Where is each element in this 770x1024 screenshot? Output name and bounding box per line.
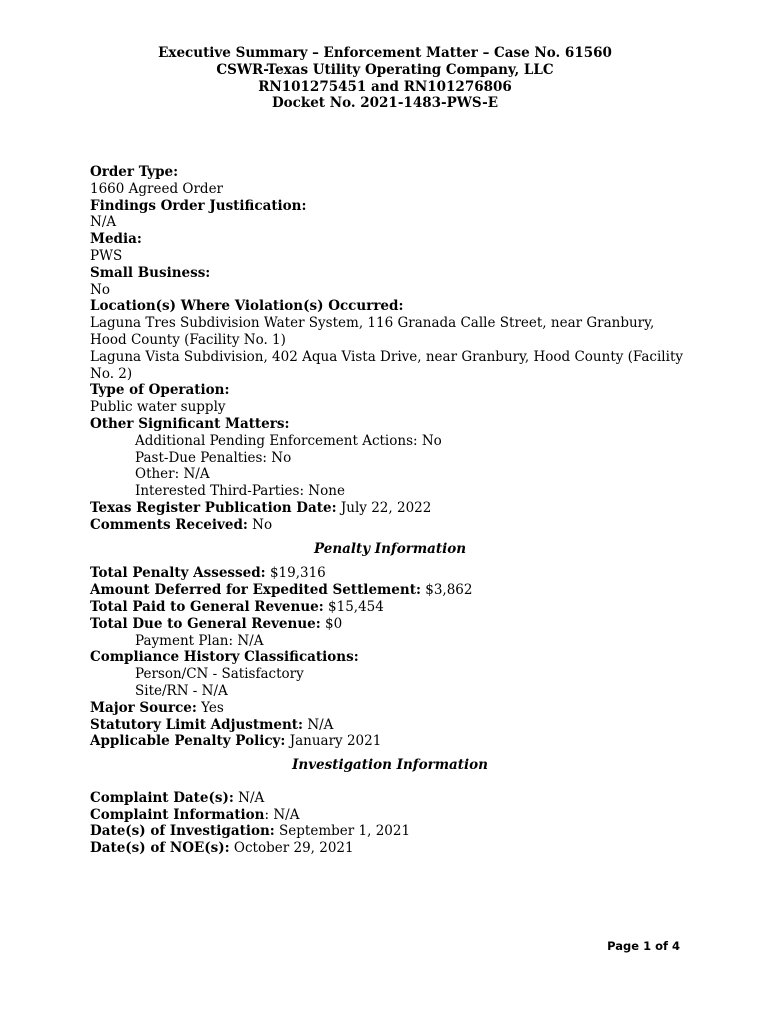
- findings-value: N/A: [90, 214, 117, 231]
- statutory-value: N/A: [307, 716, 334, 733]
- header-case-title: Executive Summary – Enforcement Matter – Case No. 61560: [158, 45, 612, 61]
- paid-label: Total Paid to General Revenue:: [90, 598, 324, 615]
- deferred-label: Amount Deferred for Expedited Settlement:: [90, 582, 421, 599]
- other-matter-item: Past-Due Penalties: No: [135, 449, 292, 466]
- paid-value: $15,454: [328, 598, 384, 615]
- other-matter-item: Interested Third-Parties: None: [135, 483, 345, 500]
- noe-date-row: [90, 840, 690, 857]
- investigation-date-label: Date(s) of Investigation:: [90, 823, 275, 840]
- penalty-section-heading: Penalty Information: [313, 540, 467, 557]
- investigation-section-heading: Investigation Information: [292, 757, 488, 774]
- complaint-dates-value: N/A: [238, 789, 265, 806]
- complaint-dates-label: Complaint Date(s):: [90, 789, 234, 806]
- order-type-value: 1660 Agreed Order: [90, 180, 224, 197]
- comments-value: No: [252, 516, 273, 533]
- small-business-value: No: [90, 281, 110, 298]
- location-facility-2: Laguna Vista Subdivision, 402 Aqua Vista Drive, near Granbury, Hood County (Facility No. 2): [90, 348, 683, 382]
- policy-row: [90, 733, 690, 750]
- due-value: $0: [325, 615, 343, 632]
- header-company: CSWR-Texas Utility Operating Company, LLC: [216, 61, 554, 78]
- complaint-info-label: Complaint Information: [90, 806, 265, 823]
- document-header: [0, 45, 770, 112]
- other-matters-label: Other Significant Matters:: [90, 415, 290, 432]
- compliance-label: Compliance History Classifications:: [90, 649, 359, 666]
- noe-date-label: Date(s) of NOE(s):: [90, 840, 230, 857]
- policy-label: Applicable Penalty Policy:: [90, 733, 286, 750]
- location-label: Location(s) Where Violation(s) Occurred:: [90, 298, 404, 315]
- deferred-row: [90, 582, 690, 599]
- location-facility-1: Laguna Tres Subdivision Water System, 116 Granada Calle Street, near Granbury, Hood County (Facility No. 1): [90, 315, 655, 348]
- comments-label: Comments Received:: [90, 516, 248, 533]
- total-assessed-label: Total Penalty Assessed:: [90, 565, 266, 582]
- small-business-label: Small Business:: [90, 264, 211, 281]
- page-number: Page 1 of 4: [607, 939, 680, 953]
- complaint-info-row: [90, 807, 690, 824]
- complaint-info-value: : N/A: [264, 806, 300, 823]
- register-date-row: [90, 500, 690, 517]
- due-row: [90, 616, 690, 633]
- major-source-row: [90, 700, 690, 717]
- major-source-value: Yes: [201, 699, 224, 716]
- statutory-row: [90, 717, 690, 734]
- investigation-date-value: September 1, 2021: [279, 823, 411, 840]
- media-label: Media:: [90, 231, 142, 248]
- investigation-date-row: [90, 823, 690, 840]
- comments-row: [90, 517, 690, 534]
- payment-plan: Payment Plan: N/A: [135, 632, 264, 649]
- total-assessed-row: [90, 565, 690, 582]
- findings-label: Findings Order Justification:: [90, 197, 307, 214]
- other-matter-item: Additional Pending Enforcement Actions: No: [135, 432, 442, 449]
- deferred-value: $3,862: [425, 582, 473, 599]
- noe-date-value: October 29, 2021: [233, 840, 354, 857]
- policy-value: January 2021: [289, 733, 382, 750]
- header-docket: Docket No. 2021-1483-PWS-E: [271, 95, 499, 112]
- operation-label: Type of Operation:: [90, 382, 230, 399]
- header-rn-numbers: RN101275451 and RN101276806: [258, 78, 512, 95]
- register-date-label: Texas Register Publication Date:: [90, 499, 337, 516]
- document-body: [90, 164, 690, 857]
- order-type-label: Order Type:: [90, 164, 179, 180]
- media-value: PWS: [90, 247, 123, 264]
- complaint-dates-row: [90, 790, 690, 807]
- register-date-value: July 22, 2022: [340, 499, 432, 516]
- statutory-label: Statutory Limit Adjustment:: [90, 716, 304, 733]
- paid-row: [90, 599, 690, 616]
- operation-value: Public water supply: [90, 399, 226, 416]
- compliance-item: Person/CN - Satisfactory: [135, 666, 304, 683]
- other-matter-item: Other: N/A: [135, 466, 210, 483]
- total-assessed-value: $19,316: [269, 565, 326, 582]
- compliance-item: Site/RN - N/A: [135, 682, 228, 699]
- major-source-label: Major Source:: [90, 699, 197, 716]
- due-label: Total Due to General Revenue:: [90, 615, 321, 632]
